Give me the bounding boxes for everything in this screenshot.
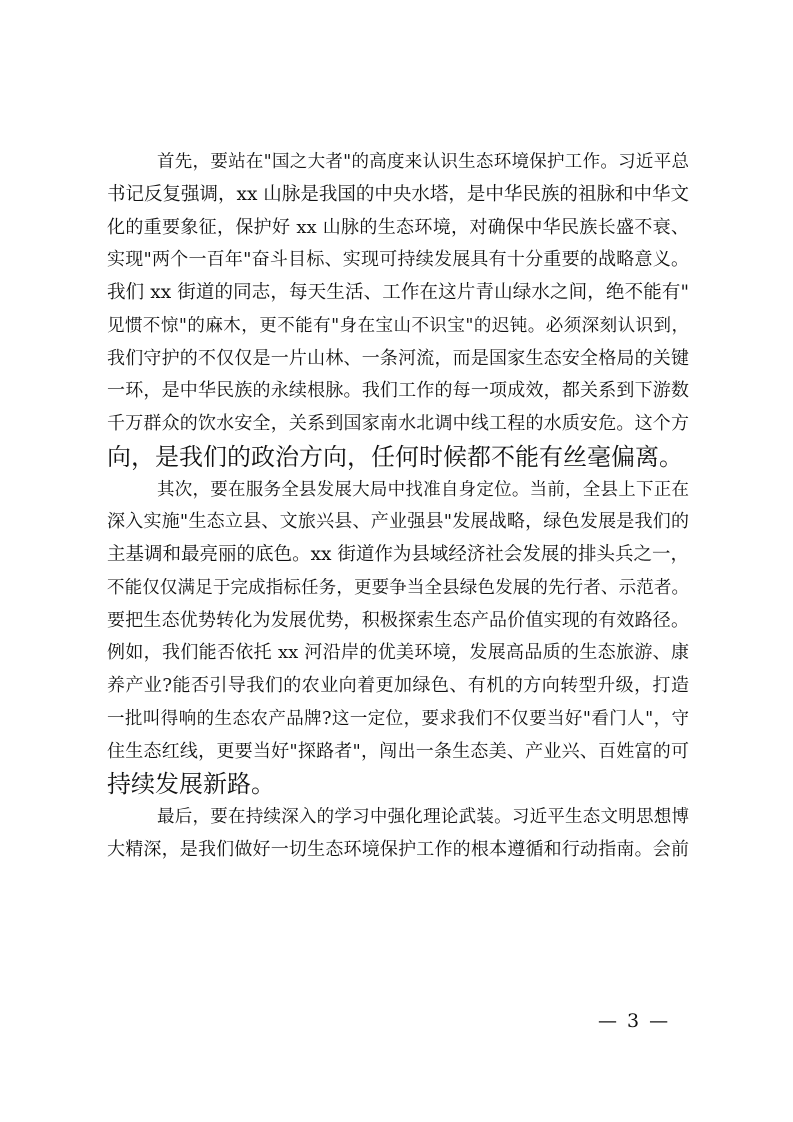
text-line: 要把生态优势转化为发展优势，积极探索生态产品价值实现的有效路径。 [107,609,689,631]
text-line: 实现"两个一百年"奋斗目标、实现可持续发展具有十分重要的战略意义。 [107,249,689,271]
text-line: 首先，要站在"国之大者"的高度来认识生态环境保护工作。习近平总 [157,152,689,172]
paragraph [107,474,689,802]
text-line: 养产业?能否引导我们的农业向着更加绿色、有机的方向转型升级，打造 [107,675,689,696]
text-line: 最后，要在持续深入的学习中强化理论武装。习近平生态文明思想博 [157,807,689,827]
text-line: 见惯不惊"的麻木，更不能有"身在宝山不识宝"的迟钝。必须深刻认识到， [107,315,689,336]
text-line: 深入实施"生态立县、文旅兴县、产业强县"发展战略，绿色发展是我们的 [107,511,689,533]
text-line: 向，是我们的政治方向，任何时候都不能有丝毫偏离。 [107,442,683,471]
document-body [107,146,689,867]
text-line: 化的重要象征，保护好 xx 山脉的生态环境，对确保中华民族长盛不衰、 [107,216,689,238]
text-line: 书记反复强调，xx 山脉是我国的中央水塔，是中华民族的祖脉和中华文 [107,183,689,205]
text-line: 不能仅仅满足于完成指标任务，更要争当全县绿色发展的先行者、示范者。 [107,577,689,598]
text-line: 持续发展新路。 [107,770,275,799]
text-line: 一环，是中华民族的永续根脉。我们工作的每一项成效，都关系到下游数 [107,380,689,402]
text-line: 其次，要在服务全县发展大局中找准自身定位。当前，全县上下正在 [157,479,689,500]
text-line: 大精深，是我们做好一切生态环境保护工作的根本遵循和行动指南。会前 [107,838,689,860]
page-number: — 3 — [598,1010,671,1032]
text-line: 例如，我们能否依托 xx 河沿岸的优美环境，发展高品质的生态旅游、康 [107,642,689,664]
text-line: 主基调和最亮丽的底色。xx 街道作为县域经济社会发展的排头兵之一， [107,544,689,565]
text-line: 我们守护的不仅仅是一片山林、一条河流，而是国家生态安全格局的关键 [107,347,689,369]
paragraph [107,801,689,867]
text-line: 我们 xx 街道的同志，每天生活、工作在这片青山绿水之间，绝不能有" [107,282,689,303]
text-line: 一批叫得响的生态农产品牌?这一定位，要求我们不仅要当好"看门人"，守 [107,708,689,729]
text-line: 住生态红线，更要当好"探路者"，闯出一条生态美、产业兴、百姓富的可 [107,740,689,762]
paragraph [107,146,689,474]
text-line: 千万群众的饮水安全，关系到国家南水北调中线工程的水质安危。这个方 [107,413,689,434]
